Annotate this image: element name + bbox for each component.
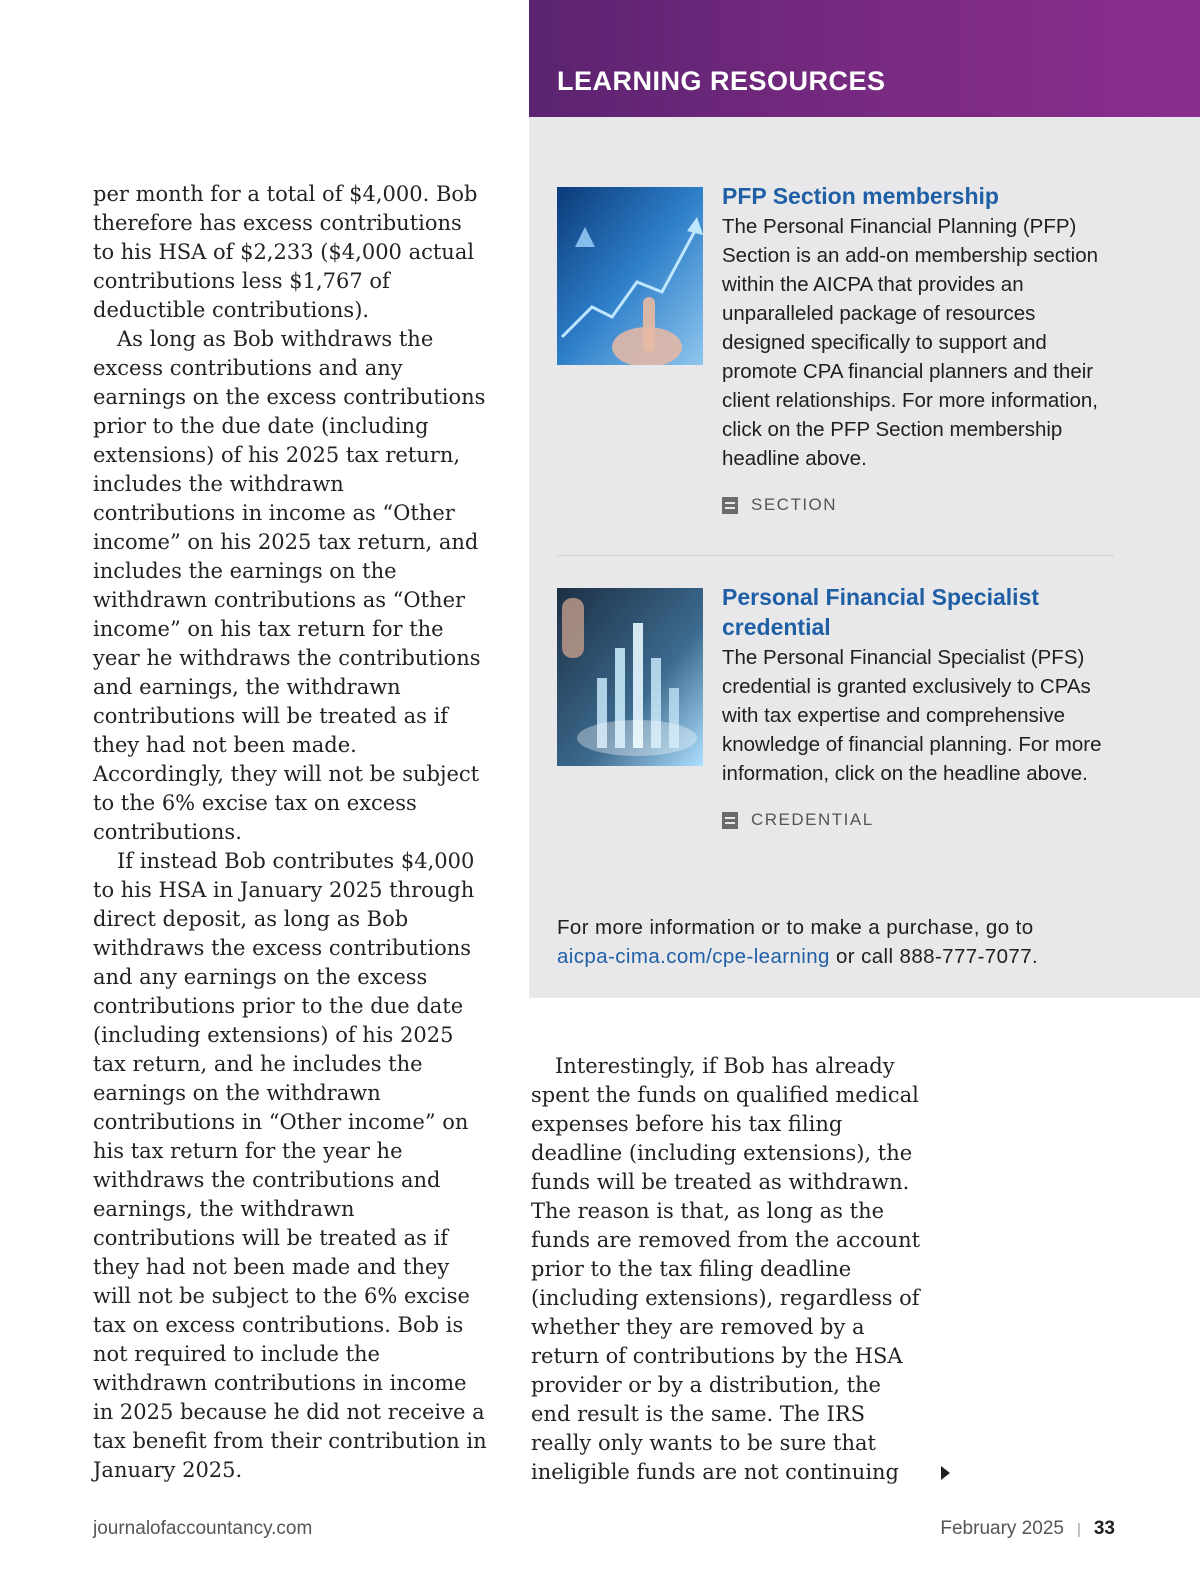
learning-resources-footer (557, 913, 1157, 971)
resource-tag (722, 495, 1117, 515)
resource-description: The Personal Financial Planning (PFP) Section is an add-on membership section within the AICPA that provides an unparalleled package of resources designed specifically to support and promote CPA financial planners and their client relationships. For more information, click on the PFP Section membership headline above. (722, 215, 1099, 470)
learning-resources-title: LEARNING RESOURCES (557, 66, 886, 96)
learning-resources-header (529, 0, 1200, 117)
article-paragraph: Interestingly, if Bob has already spent the funds on qualified medical expenses before his tax filing deadline (including extensions), the funds will be treated as withdrawn. The reason is that, as long as the funds are removed from the account prior to the tax filing deadline (including extensions), regardless of whether they are removed by a return of contributions by the HSA provider or by a distribution, the end result is the same. The IRS really only wants to be sure that ineligible funds are not continuing (531, 1054, 921, 1484)
footer-suffix-text: or call 888-777-7077. (835, 945, 1039, 968)
resource-body (722, 582, 1117, 830)
footer-issue-info (940, 1518, 1115, 1540)
document-icon (722, 812, 738, 829)
resource-tag (722, 810, 1117, 830)
resource-description: The Personal Financial Specialist (PFS) credential is granted exclusively to CPAs with tax expertise and comprehensive knowledge of financial planning. For more information, click on the headline above. (722, 646, 1102, 785)
page-number: 33 (1093, 1518, 1115, 1539)
learning-resources-panel (529, 117, 1200, 998)
resource-tag-label: SECTION (751, 495, 838, 514)
resource-body (722, 181, 1117, 515)
document-icon (722, 497, 738, 514)
article-column-right (531, 1052, 926, 1487)
article-paragraph: If instead Bob contributes $4,000 to his HSA in January 2025 through direct deposit, as long as Bob withdraws the excess contributions and any earnings on the excess contributions prior to the due date (including extensions) of his 2025 tax return, and he includes the earnings on the withdrawn contributions in “Other income” on his tax return for the year he withdraws the contributions and earnings, the withdrawn contributions will be treated as if they had not been made and they will not be subject to the 6% excise tax on excess contributions. Bob is not required to include the withdrawn contributions in income in 2025 because he did not receive a tax benefit from their contribution in January 2025. (93, 849, 487, 1482)
resource-divider (557, 555, 1114, 556)
footer-prefix-text: For more information or to make a purchase, go to (557, 916, 1034, 939)
article-paragraph: As long as Bob withdraws the excess contributions and any earnings on the excess contributions prior to the due date (including extensions) of his 2025 tax return, includes the withdrawn contributions in income as “Other income” on his 2025 tax return, and includes the earnings on the withdrawn contributions as “Other income” on his tax return for the year he withdraws the contributions and earnings, the withdrawn contributions will be treated as if they had not been made. Accordingly, they will not be subject to the 6% excise tax on excess contributions. (93, 327, 486, 844)
finance-growth-image (557, 187, 703, 365)
footer-website: journalofaccountancy.com (93, 1518, 313, 1539)
resource-tag-label: CREDENTIAL (751, 810, 874, 829)
cpe-learning-link[interactable]: aicpa-cima.com/cpe-learning (557, 945, 830, 968)
article-paragraph: per month for a total of $4,000. Bob therefore has excess contributions to his HSA of $2,233 ($4,000 actual contributions less $1,767 of deductible contributions). (93, 182, 478, 322)
resource-title-link[interactable]: Personal Financial Specialist credential (722, 584, 1040, 640)
footer-separator: | (1076, 1520, 1081, 1538)
footer-issue-date: February 2025 (940, 1518, 1064, 1539)
resource-title-link[interactable]: PFP Section membership (722, 183, 999, 209)
data-chart-image (557, 588, 703, 766)
article-column-left (93, 180, 488, 1485)
continue-arrow-icon (941, 1466, 950, 1480)
